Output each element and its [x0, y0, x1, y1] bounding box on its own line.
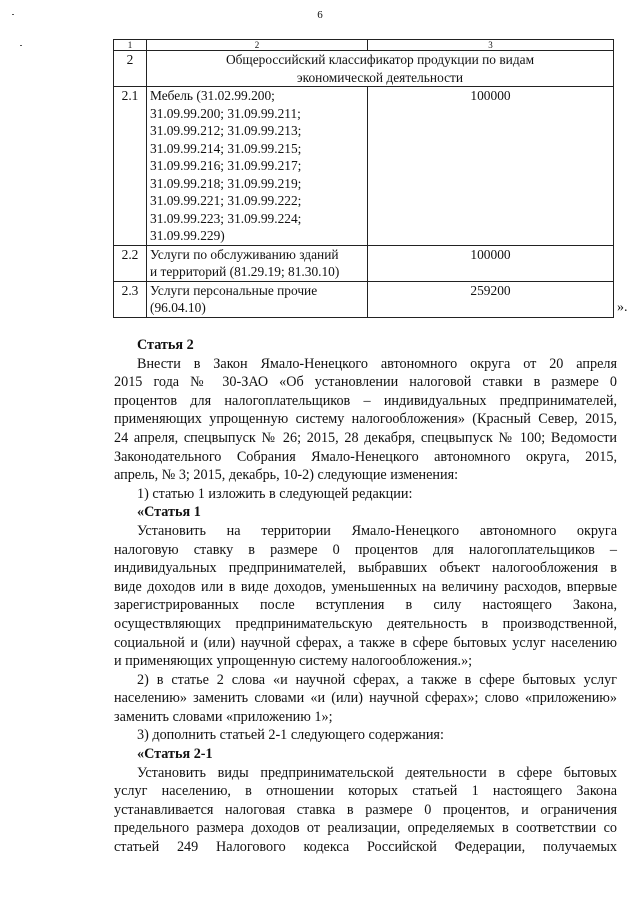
description-line: 31.09.99.221; 31.09.99.222;: [150, 193, 302, 208]
description-line: 31.09.99.223; 31.09.99.224;: [150, 210, 302, 226]
column-number: 2: [147, 40, 368, 51]
row-value: 100000: [368, 87, 614, 246]
description-line: и территорий (81.29.19; 81.30.10): [150, 264, 340, 279]
table-row: [114, 87, 614, 246]
text-line: Установить на территории Ямало-Ненецкого автономного округа: [137, 522, 617, 539]
text-line: и применяющих упрощенную систему налогообложения.»;: [114, 653, 473, 670]
article-2-1-text: [114, 764, 617, 857]
text-line: Законодательного Собрания Ямало-Ненецкого автономного округа, 2015,: [114, 448, 617, 465]
text-line: социальной и (или) научной сферах, а также в сфере бытовых услуг населению: [114, 634, 617, 651]
description-line: Мебель (31.02.99.200;: [150, 88, 275, 103]
text-line: индивидуальных предпринимателей, выбравших объект налогообложения в: [114, 560, 617, 577]
text-line: 24 апреля, спецвыпуск № 26; 2015, 28 декабря, спецвыпуск № 100; Ведомости: [114, 429, 617, 446]
text-line: устанавливается налоговая ставка в размере 0 процентов, и ограничения: [114, 801, 617, 818]
text-line: услуг населению, в отношении которых статьей 1 настоящего Закона: [114, 783, 617, 800]
page-number: 6: [317, 9, 323, 21]
amendment-item-3: 3) дополнить статьей 2-1 следующего содержания:: [137, 727, 444, 744]
row-value: 100000: [368, 245, 614, 281]
description-line: 31.09.99.200; 31.09.99.211;: [150, 105, 301, 121]
article-1-text: [114, 522, 617, 671]
description-line: 31.09.99.218; 31.09.99.219;: [150, 175, 302, 191]
text-line: виде доходов или в виде доходов, уменьшенных на величину расходов, впервые: [114, 578, 617, 595]
row-description: [147, 87, 368, 246]
text-line: апрель, № 3; 2015, декабрь, 10-2) следующие изменения:: [114, 467, 459, 484]
text-line: зарегистрированных после вступления в силу настоящего Закона,: [114, 597, 617, 614]
table-column-numbers-row: [114, 40, 614, 51]
description-line: 31.09.99.214; 31.09.99.215;: [150, 140, 302, 156]
scan-speck: [12, 14, 14, 15]
column-number: 3: [368, 40, 614, 51]
text-line: 2015 года № 30-ЗАО «Об установлении налоговой ставки в размере 0: [114, 374, 617, 391]
amendment-item-1: 1) статью 1 изложить в следующей редакции:: [137, 485, 413, 502]
scan-speck: [20, 45, 22, 46]
section-number: 2: [114, 51, 147, 87]
table-row: [114, 281, 614, 317]
text-line: Внести в Закон Ямало-Ненецкого автономного округа от 20 апреля: [137, 355, 617, 372]
text-line: процентов для налогоплательщиков – индивидуальных предпринимателей,: [114, 392, 617, 409]
row-number: 2.2: [114, 245, 147, 281]
description-line: Услуги по обслуживанию зданий: [150, 246, 339, 262]
text-line: Установить виды предпринимательской деятельности в сфере бытовых: [137, 764, 617, 781]
text-line: 2) в статье 2 слова «и научной сферах, а также в сфере бытовых услуг: [137, 671, 617, 688]
text-line: населению» заменить словами «и (или) научной сферах»; слово «приложению»: [114, 690, 617, 707]
text-line: налоговую ставку в размере 0 процентов для налогоплательщиков –: [114, 541, 617, 558]
row-number: 2.1: [114, 87, 147, 246]
row-description: [147, 281, 368, 317]
column-number: 1: [114, 40, 147, 51]
description-line: 31.09.99.212; 31.09.99.213;: [150, 123, 302, 138]
text-line: осуществляющих предпринимательскую деятельность в производственной,: [114, 615, 617, 632]
table-closing-mark: ».: [617, 300, 628, 315]
table-row: [114, 245, 614, 281]
text-line: заменить словами «приложению 1»;: [114, 708, 333, 725]
article-2-heading: Статья 2: [137, 337, 194, 353]
row-value: 259200: [368, 281, 614, 317]
description-line: (96.04.10): [150, 300, 206, 315]
section-title-line: Общероссийский классификатор продукции по видам: [225, 52, 535, 67]
description-line: Услуги персональные прочие: [150, 282, 318, 298]
article-2-body: [114, 336, 617, 857]
amendment-item-2: [114, 671, 617, 727]
description-line: 31.09.99.229): [150, 228, 225, 243]
table-section-row: [114, 51, 614, 87]
text-line: применяющих упрощенную систему налогообложения» (Красный Север, 2015,: [114, 411, 617, 428]
row-number: 2.3: [114, 281, 147, 317]
text-line: статьей 249 Налогового кодекса Российской Федерации, получаемых: [114, 839, 617, 856]
text-line: предельного размера доходов от реализации, определяемых в соответствии со: [114, 820, 617, 837]
section-title-line: экономической деятельности: [296, 69, 464, 85]
row-description: [147, 245, 368, 281]
classifier-table: [113, 39, 614, 318]
description-line: 31.09.99.216; 31.09.99.217;: [150, 158, 302, 173]
article-2-intro: [114, 355, 617, 485]
article-2-1-heading: «Статья 2-1: [137, 746, 213, 763]
section-title: [147, 51, 614, 87]
article-1-heading: «Статья 1: [137, 504, 201, 521]
